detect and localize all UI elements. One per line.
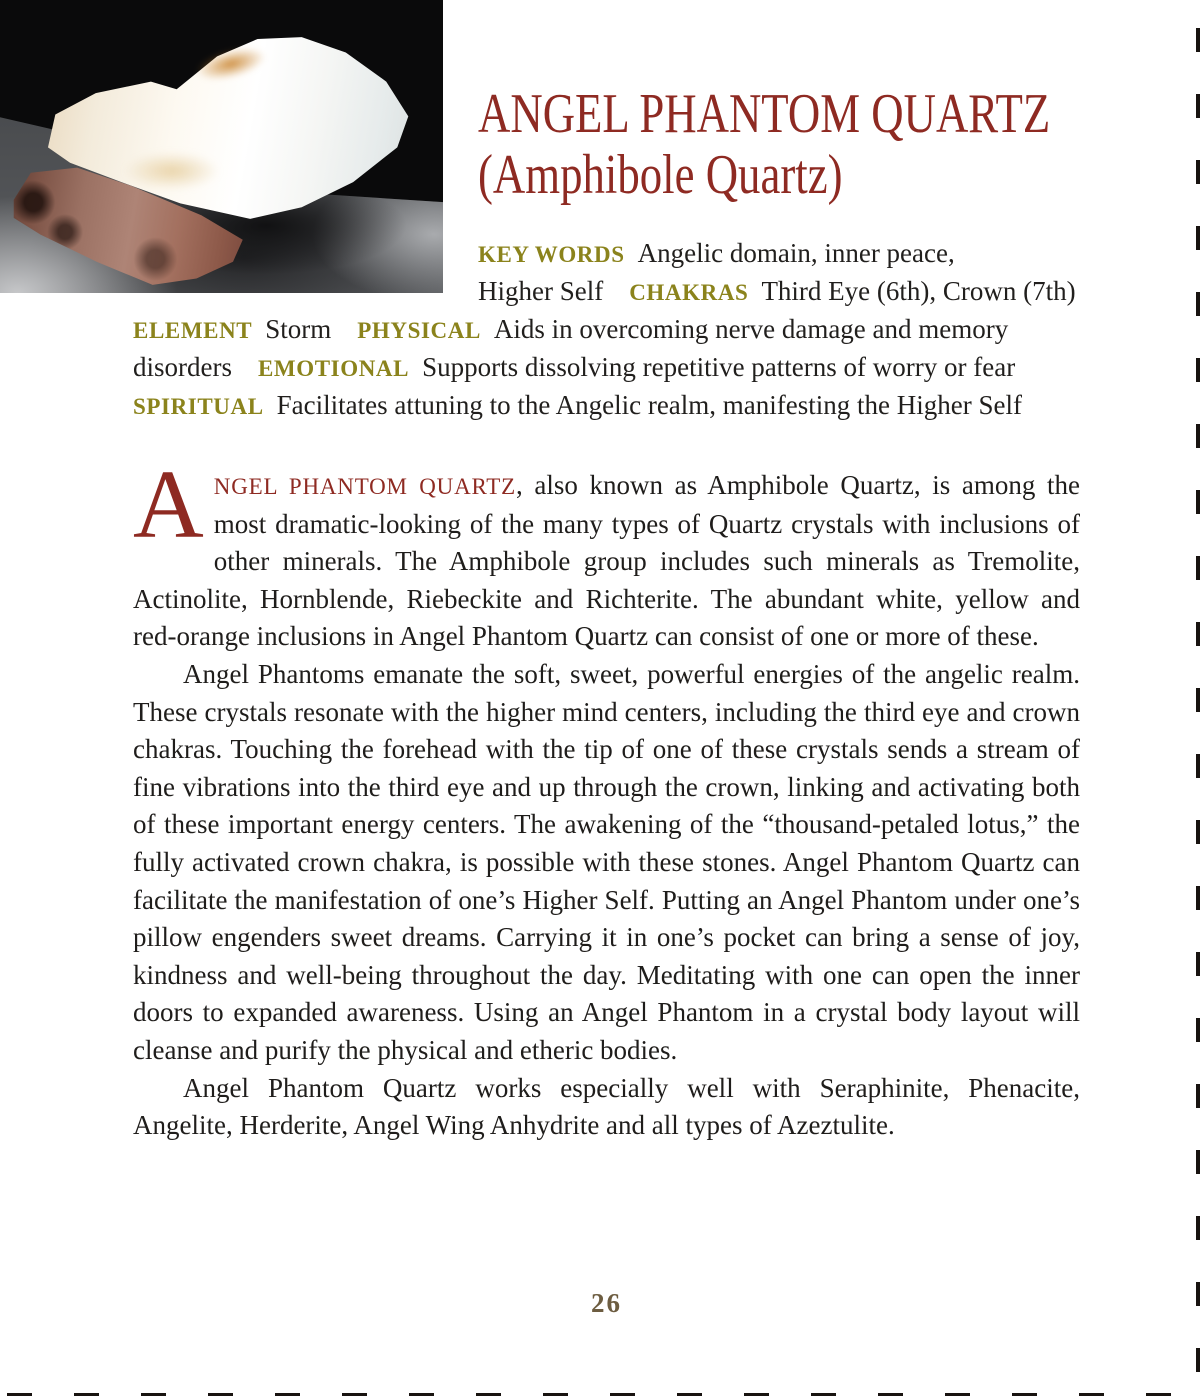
key-words-value: Angelic domain, inner peace, (637, 238, 955, 268)
page-number: 26 (591, 1288, 622, 1318)
right-edge-marks (1196, 28, 1200, 1400)
attr-line-emotional (133, 352, 1015, 383)
bottom-edge-marks (7, 1393, 1200, 1396)
key-words-label: KEY WORDS (478, 242, 625, 267)
key-words-value-cont: Higher Self (478, 276, 604, 306)
chakras-label: CHAKRAS (629, 280, 749, 305)
element-value: Storm (265, 314, 332, 344)
physical-value-cont: disorders (133, 352, 232, 382)
physical-value: Aids in overcoming nerve damage and memory (493, 314, 1009, 344)
attr-line-spiritual (133, 390, 1022, 421)
chakras-value: Third Eye (6th), Crown (7th) (761, 276, 1076, 306)
body-text (133, 451, 1080, 1145)
emotional-label: EMOTIONAL (257, 356, 410, 381)
spiritual-label: SPIRITUAL (133, 394, 264, 419)
drop-cap: A (133, 451, 204, 559)
page-title (478, 84, 1193, 206)
page-title-line1: ANGEL PHANTOM QUARTZ (478, 83, 1051, 145)
page-title-line2: (Amphibole Quartz) (478, 144, 843, 206)
paragraph-1-text: , also known as Amphibole Quartz, is among the most dramatic-looking of the many types of Quartz crystals with inclusions of other minerals. The Amphibole group includes such minerals as Tremolite, Actinolite, Hornblende, Riebeckite and Richterite. The abundant white, yellow and red-orange inclusions in Angel Phantom Quartz can consist of one or more of these. (133, 470, 1080, 652)
attr-line-element-physical (133, 314, 1008, 345)
lead-small-caps: NGEL PHANTOM QUARTZ (213, 474, 516, 499)
crystal-photo (0, 0, 443, 293)
attr-line-chakras (478, 276, 1076, 307)
paragraph-1 (133, 451, 1080, 656)
paragraph-2: Angel Phantoms emanate the soft, sweet, powerful energies of the angelic realm. These crystals resonate with the higher mind centers, including the third eye and crown chakras. Touching the forehead with the tip of one of these crystals sends a stream of fine vibrations into the third eye and up through the crown, linking and activating both of these important energy centers. The awakening of the “thousand-petaled lotus,” the fully activated crown chakra, is possible with these stones. Angel Phantom Quartz can facilitate the manifestation of one’s Higher Self. Putting an Angel Phantom under one’s pillow engenders sweet dreams. Carrying it in one’s pocket can bring a sense of joy, kindness and well-being throughout the day. Meditating with one can open the inner doors to expanded awareness. Using an Angel Phantom in a crystal body layout will cleanse and purify the physical and etheric bodies. (133, 658, 1080, 1065)
emotional-value: Supports dissolving repetitive patterns of worry or fear (422, 352, 1016, 382)
paragraph-3: Angel Phantom Quartz works especially well with Seraphinite, Phenacite, Angelite, Herderite, Angel Wing Anhydrite and all types of Azeztulite. (133, 1072, 1080, 1141)
attr-line-keywords (478, 238, 955, 269)
spiritual-value: Facilitates attuning to the Angelic realm, manifesting the Higher Self (276, 390, 1022, 420)
physical-label: PHYSICAL (357, 318, 481, 343)
element-label: ELEMENT (133, 318, 253, 343)
